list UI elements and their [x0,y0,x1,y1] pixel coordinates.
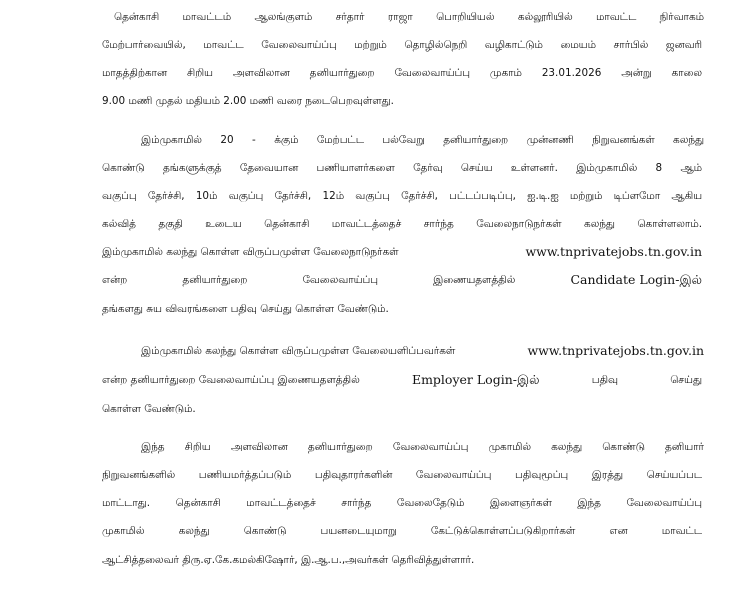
para3-line2 [102,373,702,387]
employer-portal-url: www.tnprivatejobs.tn.gov.in [527,344,704,358]
para2-line5 [102,245,702,259]
para2-line6-word1: என்ற [102,274,128,286]
para3-line2-text: என்ற தனியார்துறை வேலைவாய்ப்பு இணையதளத்தில் [102,374,360,386]
para2-line6 [102,273,702,287]
candidate-login-label: Candidate Login-இல் [570,273,702,287]
para2-line6-word2: தனியார்துறை [182,274,248,286]
para2-line2: கொண்டு தங்களுக்குத் தேவையான பணியாளர்களை தேர்வு செய்ய உள்ளனர். இம்முகாமில் 8 ஆம் [102,162,702,174]
para4-line3: மாட்டாது. தென்காசி மாவட்டத்தைச் சார்ந்த வேலைதேடும் இளைஞர்கள் இந்த வேலைவாய்ப்பு [102,497,702,509]
para2-line1: இம்முகாமில் 20 - க்கும் மேற்பட்ட பல்வேறு தனியார்துறை முன்னணி நிறுவனங்கள் கலந்து [141,134,704,146]
para2-line6-word4: இணையதளத்தில் [433,274,516,286]
para3-line1-text: இம்முகாமில் கலந்து கொள்ள விருப்பமுள்ள வேலையளிப்பவர்கள் [141,345,456,357]
para1-line4: 9.00 மணி முதல் மதியம் 2.00 மணி வரை நடைபெறவுள்ளது. [102,95,394,107]
para4-line5: ஆட்சித்தலைவர் திரு.ஏ.கே.கமல்கிஷோர், இ.ஆ.ப.,அவர்கள் தெரிவித்துள்ளார். [102,554,475,566]
para3-line2-word3: பதிவு [591,374,618,386]
para1-line1: தென்காசி மாவட்டம் ஆலங்குளம் சர்தார் ராஜா பொறியியல் கல்லூரியில் மாவட்ட நிர்வாகம் [114,11,704,23]
para4-line4: முகாமில் கலந்து கொண்டு பயனடையுமாறு கேட்டுக்கொள்ளப்படுகிறார்கள் என மாவட்ட [102,525,702,537]
para3-line3: கொள்ள வேண்டும். [102,403,196,415]
para1-line2: மேற்பார்வையில், மாவட்ட வேலைவாய்ப்பு மற்றும் தொழில்நெறி வழிகாட்டும் மையம் சார்பில் ஜனவரி [102,39,702,51]
para2-line6-word3: வேலைவாய்ப்பு [302,274,378,286]
para1-line3: மாதத்திற்கான சிறிய அளவிலான தனியார்துறை வேலைவாய்ப்பு முகாம் 23.01.2026 அன்று காலை [102,67,702,79]
para4-line2: நிறுவனங்களில் பணியமர்த்தப்படும் பதிவுதாரர்களின் வேலைவாய்ப்பு பதிவுமூப்பு இரத்து செய்யப்பட [102,469,702,481]
para2-line4: கல்வித் தகுதி உடைய தென்காசி மாவட்டத்தைச் சார்ந்த வேலைநாடுநர்கள் கலந்து கொள்ளலாம். [102,218,702,230]
para3-line2-word4: செய்து [670,374,702,386]
para2-line5-text: இம்முகாமில் கலந்து கொள்ள விருப்பமுள்ள வேலைநாடுநர்கள் [102,246,399,258]
para3-line1 [141,344,704,358]
para2-line3: வகுப்பு தேர்ச்சி, 10ம் வகுப்பு தேர்ச்சி, 12ம் வகுப்பு தேர்ச்சி, பட்டப்படிப்பு, ஐ.டி.ஐ மற்றும் டிப்ளமோ ஆகிய [102,190,702,202]
para2-line7: தங்களது சுய விவரங்களை பதிவு செய்து கொள்ள வேண்டும். [102,303,389,315]
employer-login-label: Employer Login-இல் [411,373,540,387]
candidate-portal-url: www.tnprivatejobs.tn.gov.in [525,245,702,259]
para4-line1: இந்த சிறிய அளவிலான தனியார்துறை வேலைவாய்ப்பு முகாமில் கலந்து கொண்டு தனியார் [141,441,704,453]
